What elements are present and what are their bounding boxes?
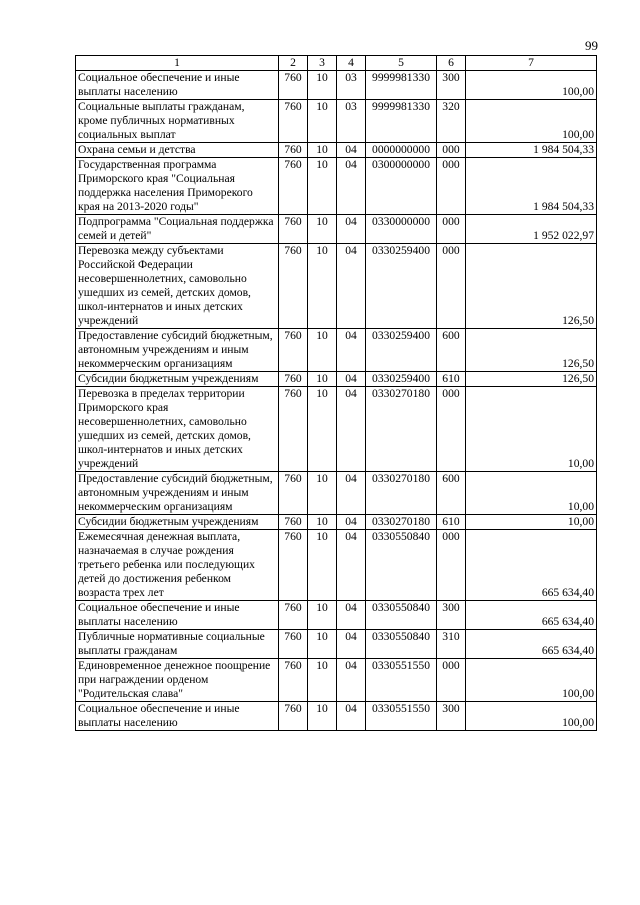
col-2: 760 — [279, 215, 308, 244]
row-name: Социальное обеспечение и иные выплаты населению — [76, 702, 279, 731]
row-amount: 126,50 — [466, 372, 597, 387]
col-6: 000 — [437, 387, 466, 472]
row-amount: 10,00 — [466, 472, 597, 515]
col-header: 1 — [76, 56, 279, 71]
col-4: 04 — [337, 659, 366, 702]
table-row — [76, 71, 597, 100]
col-6: 320 — [437, 100, 466, 143]
col-3: 10 — [308, 387, 337, 472]
row-amount: 100,00 — [466, 702, 597, 731]
col-3: 10 — [308, 702, 337, 731]
col-6: 000 — [437, 143, 466, 158]
col-6: 000 — [437, 215, 466, 244]
col-3: 10 — [308, 329, 337, 372]
row-name: Охрана семьи и детства — [76, 143, 279, 158]
col-2: 760 — [279, 100, 308, 143]
row-amount: 665 634,40 — [466, 601, 597, 630]
col-header: 6 — [437, 56, 466, 71]
table-row — [76, 515, 597, 530]
table-row — [76, 601, 597, 630]
table-row — [76, 158, 597, 215]
col-6: 600 — [437, 472, 466, 515]
row-name: Социальные выплаты гражданам, кроме публичных нормативных социальных выплат — [76, 100, 279, 143]
col-5: 0300000000 — [366, 158, 437, 215]
table-row — [76, 659, 597, 702]
row-name: Предоставление субсидий бюджетным, автономным учреждениям и иным некоммерческим организациям — [76, 329, 279, 372]
col-4: 04 — [337, 143, 366, 158]
col-4: 03 — [337, 100, 366, 143]
col-3: 10 — [308, 472, 337, 515]
row-name: Субсидии бюджетным учреждениям — [76, 372, 279, 387]
col-5: 9999981330 — [366, 71, 437, 100]
col-2: 760 — [279, 71, 308, 100]
table-row — [76, 530, 597, 601]
col-5: 0330550840 — [366, 530, 437, 601]
col-4: 04 — [337, 244, 366, 329]
col-3: 10 — [308, 530, 337, 601]
row-name: Подпрограмма "Социальная поддержка семей и детей" — [76, 215, 279, 244]
budget-table — [75, 55, 597, 731]
row-amount: 1 984 504,33 — [466, 158, 597, 215]
col-2: 760 — [279, 387, 308, 472]
row-amount: 665 634,40 — [466, 630, 597, 659]
row-amount: 665 634,40 — [466, 530, 597, 601]
col-header: 5 — [366, 56, 437, 71]
table-row — [76, 702, 597, 731]
page-number: 99 — [585, 38, 598, 53]
col-5: 0000000000 — [366, 143, 437, 158]
row-name: Перевозка в пределах территории Приморского края несовершеннолетних, самовольно ушедших из семей, детских домов, школ-интернатов и иных детских учреждений — [76, 387, 279, 472]
col-3: 10 — [308, 71, 337, 100]
col-5: 0330551550 — [366, 659, 437, 702]
col-3: 10 — [308, 659, 337, 702]
col-6: 000 — [437, 244, 466, 329]
table-row — [76, 329, 597, 372]
col-5: 0330270180 — [366, 387, 437, 472]
table-row — [76, 630, 597, 659]
col-5: 0330270180 — [366, 515, 437, 530]
col-4: 04 — [337, 387, 366, 472]
col-6: 310 — [437, 630, 466, 659]
col-5: 0330259400 — [366, 372, 437, 387]
col-4: 04 — [337, 702, 366, 731]
col-4: 04 — [337, 630, 366, 659]
row-name: Предоставление субсидий бюджетным, автономным учреждениям и иным некоммерческим организациям — [76, 472, 279, 515]
col-2: 760 — [279, 659, 308, 702]
col-4: 04 — [337, 472, 366, 515]
col-2: 760 — [279, 630, 308, 659]
col-6: 610 — [437, 372, 466, 387]
col-5: 0330000000 — [366, 215, 437, 244]
col-6: 300 — [437, 601, 466, 630]
col-5: 0330550840 — [366, 601, 437, 630]
col-4: 04 — [337, 515, 366, 530]
col-2: 760 — [279, 244, 308, 329]
table-row — [76, 244, 597, 329]
col-header: 2 — [279, 56, 308, 71]
col-4: 04 — [337, 215, 366, 244]
col-3: 10 — [308, 143, 337, 158]
row-name: Субсидии бюджетным учреждениям — [76, 515, 279, 530]
row-amount: 10,00 — [466, 387, 597, 472]
col-2: 760 — [279, 601, 308, 630]
row-name: Публичные нормативные социальные выплаты гражданам — [76, 630, 279, 659]
col-2: 760 — [279, 143, 308, 158]
col-4: 04 — [337, 329, 366, 372]
col-4: 03 — [337, 71, 366, 100]
row-amount: 126,50 — [466, 329, 597, 372]
table-row — [76, 100, 597, 143]
row-amount: 10,00 — [466, 515, 597, 530]
col-6: 000 — [437, 659, 466, 702]
col-6: 000 — [437, 530, 466, 601]
col-3: 10 — [308, 630, 337, 659]
col-2: 760 — [279, 372, 308, 387]
col-3: 10 — [308, 515, 337, 530]
col-5: 0330259400 — [366, 244, 437, 329]
row-amount: 100,00 — [466, 659, 597, 702]
row-name: Социальное обеспечение и иные выплаты населению — [76, 71, 279, 100]
table-row — [76, 372, 597, 387]
table-row — [76, 387, 597, 472]
row-amount: 1 984 504,33 — [466, 143, 597, 158]
col-2: 760 — [279, 530, 308, 601]
row-name: Перевозка между субъектами Российской Федерации несовершеннолетних, самовольно ушедших из семей, детских домов, школ-интернатов и иных детских учреждений — [76, 244, 279, 329]
col-header: 4 — [337, 56, 366, 71]
row-name: Государственная программа Приморского края "Социальная поддержка населения Приморекого края на 2013-2020 годы" — [76, 158, 279, 215]
col-3: 10 — [308, 244, 337, 329]
col-6: 600 — [437, 329, 466, 372]
row-amount: 126,50 — [466, 244, 597, 329]
row-name: Ежемесячная денежная выплата, назначаемая в случае рождения третьего ребенка или последующих детей до достижения ребенком возраста трех лет — [76, 530, 279, 601]
col-5: 0330551550 — [366, 702, 437, 731]
col-6: 300 — [437, 71, 466, 100]
col-6: 300 — [437, 702, 466, 731]
col-3: 10 — [308, 215, 337, 244]
col-header: 7 — [466, 56, 597, 71]
col-3: 10 — [308, 601, 337, 630]
col-6: 610 — [437, 515, 466, 530]
col-4: 04 — [337, 372, 366, 387]
col-5: 9999981330 — [366, 100, 437, 143]
col-4: 04 — [337, 601, 366, 630]
col-2: 760 — [279, 329, 308, 372]
table-row — [76, 215, 597, 244]
table-row — [76, 472, 597, 515]
col-4: 04 — [337, 158, 366, 215]
col-2: 760 — [279, 472, 308, 515]
col-6: 000 — [437, 158, 466, 215]
col-3: 10 — [308, 158, 337, 215]
col-3: 10 — [308, 372, 337, 387]
row-amount: 100,00 — [466, 100, 597, 143]
col-4: 04 — [337, 530, 366, 601]
header-row — [76, 56, 597, 71]
col-5: 0330550840 — [366, 630, 437, 659]
col-3: 10 — [308, 100, 337, 143]
col-header: 3 — [308, 56, 337, 71]
row-amount: 1 952 022,97 — [466, 215, 597, 244]
row-name: Социальное обеспечение и иные выплаты населению — [76, 601, 279, 630]
col-5: 0330259400 — [366, 329, 437, 372]
table-row — [76, 143, 597, 158]
row-name: Единовременное денежное поощрение при награждении орденом "Родительская слава" — [76, 659, 279, 702]
col-2: 760 — [279, 515, 308, 530]
col-2: 760 — [279, 158, 308, 215]
row-amount: 100,00 — [466, 71, 597, 100]
col-2: 760 — [279, 702, 308, 731]
col-5: 0330270180 — [366, 472, 437, 515]
